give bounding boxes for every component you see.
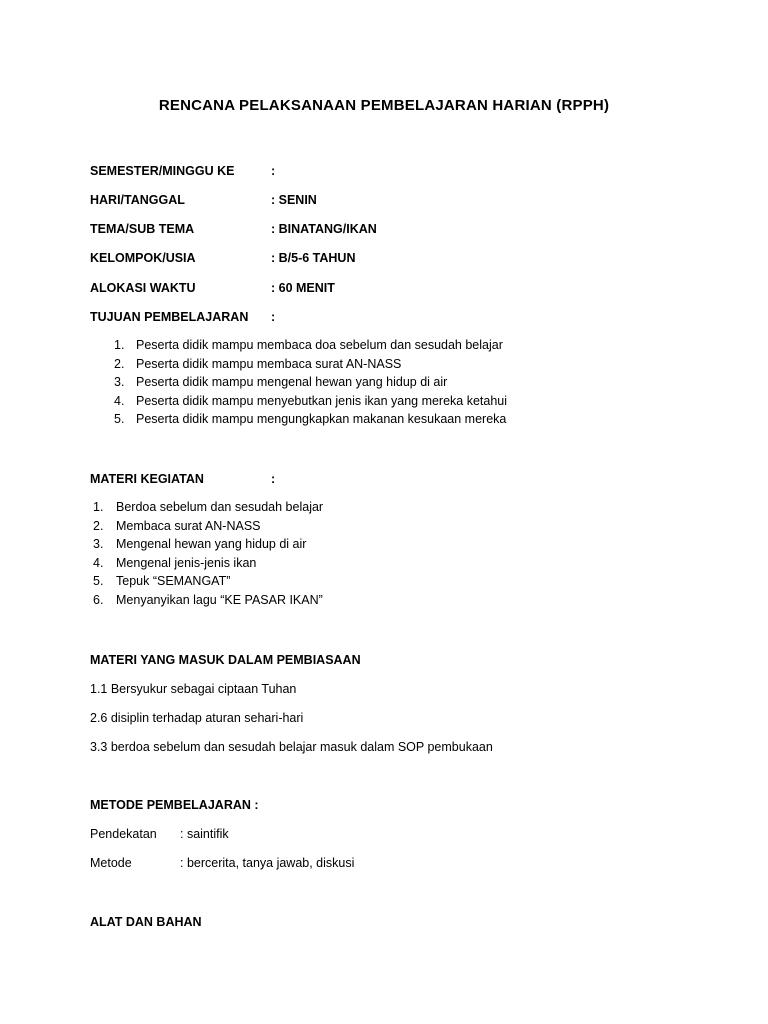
row-value: : saintifik: [180, 827, 229, 841]
field-value: : SENIN: [271, 193, 317, 207]
pembiasaan-heading: MATERI YANG MASUK DALAM PEMBIASAAN: [90, 653, 361, 667]
pembiasaan-item: 3.3 berdoa sebelum dan sesudah belajar masuk dalam SOP pembukaan: [90, 740, 493, 754]
page-title: RENCANA PELAKSANAAN PEMBELAJARAN HARIAN (RPPH): [158, 97, 610, 114]
field-label: SEMESTER/MINGGU KE: [90, 164, 235, 178]
field-label: TEMA/SUB TEMA: [90, 222, 195, 236]
field-value: : 60 MENIT: [271, 281, 335, 295]
pembiasaan-item: 2.6 disiplin terhadap aturan sehari-hari: [90, 711, 304, 725]
row-value: : bercerita, tanya jawab, diskusi: [180, 856, 355, 870]
field-value: : BINATANG/IKAN: [271, 222, 377, 236]
field-label: HARI/TANGGAL: [90, 193, 185, 207]
field-label: TUJUAN PEMBELAJARAN: [90, 310, 249, 324]
document-page: RENCANA PELAKSANAAN PEMBELAJARAN HARIAN (RPPH) SEMESTER/MINGGU KE : HARI/TANGGAL : SENIN TEMA/SUB TEMA : BINATANG/IKAN KELOMPOK/USIA : B/5-6 TAHUN ALOKASI WAKTU : 60 MENIT TUJUAN PEMBELAJARAN : 1. Peserta didik mampu membaca doa sebelum dan sesudah belajar 2. Peserta didik mampu membaca surat AN-NASS 3. Peserta didik mampu mengenal hewan yang hidup di air 4. Peserta didik mampu menyebutkan jenis ikan yang mereka ketahui 5. Peserta didik mampu mengungkapkan makanan kesukaan mereka MATERI KEGIATAN : 1. Berdoa sebelum dan sesudah belajar 2. Membaca surat AN-NASS 3. Mengenal hewan yang hidup di air 4. Mengenal jenis-jenis ikan 5. Tepuk “SEMANGAT” 6. Menyanyikan lagu “KE PASAR IKAN” MATERI YANG MASUK DALAM PEMBIASAAN 1.1 Bersyukur sebagai ciptaan Tuhan 2.6 disiplin terhadap aturan sehari-hari 3.3 berdoa sebelum dan sesudah belajar masuk dalam SOP pembukaan METODE PEMBELAJARAN : Pendekatan : saintifik Metode : bercerita, tanya jawab, diskusi ALAT DAN BAHAN: [0, 0, 768, 1024]
metode-heading: METODE PEMBELAJARAN :: [90, 798, 259, 812]
section-colon: :: [271, 472, 276, 486]
field-value: :: [271, 164, 276, 178]
field-value: :: [271, 310, 276, 324]
field-label: KELOMPOK/USIA: [90, 251, 196, 265]
row-label: Metode: [90, 856, 132, 870]
alat-bahan-heading: ALAT DAN BAHAN: [90, 915, 202, 929]
section-label: MATERI KEGIATAN: [90, 472, 204, 486]
field-value: : B/5-6 TAHUN: [271, 251, 356, 265]
field-label: ALOKASI WAKTU: [90, 281, 196, 295]
row-label: Pendekatan: [90, 827, 157, 841]
pembiasaan-item: 1.1 Bersyukur sebagai ciptaan Tuhan: [90, 682, 297, 696]
